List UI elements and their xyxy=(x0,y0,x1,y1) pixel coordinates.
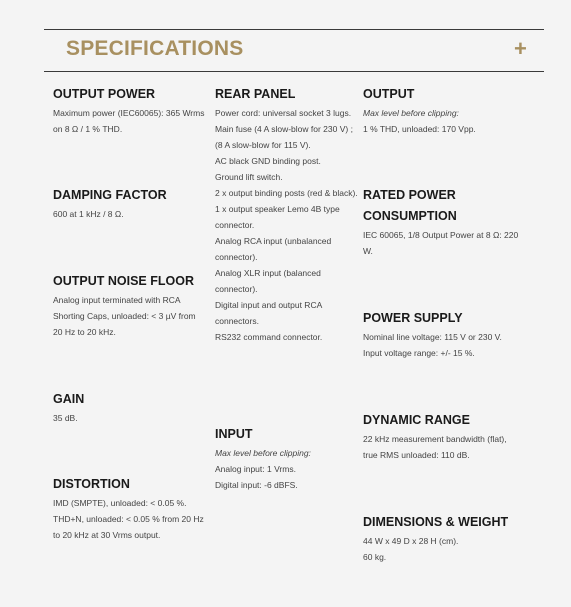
spec-output-power xyxy=(53,84,205,137)
spec-text: Analog input terminated with RCA Shorting Caps, unloaded: < 3 µV from 20 Hz to 20 kHz. xyxy=(53,295,196,337)
spec-heading: DAMPING FACTOR xyxy=(53,188,167,202)
spec-text: THD+N, unloaded: < 0.05 % from 20 Hz to 20 kHz at 30 Vrms output. xyxy=(53,514,204,540)
spec-heading: OUTPUT NOISE FLOOR xyxy=(53,274,194,288)
section-bottom-divider xyxy=(44,71,544,72)
spec-heading: OUTPUT POWER xyxy=(53,87,156,101)
spec-text: Analog XLR input (balanced connector). xyxy=(215,268,321,294)
spec-text: AC black GND binding post. xyxy=(215,156,321,166)
spec-heading: DISTORTION xyxy=(53,477,130,491)
spec-text: Digital input and output RCA connectors. xyxy=(215,300,322,326)
spec-dimensions-weight xyxy=(363,512,523,565)
spec-heading: REAR PANEL xyxy=(215,87,296,101)
spec-rated-power-consumption xyxy=(363,185,523,259)
spec-heading: OUTPUT xyxy=(363,87,415,101)
spec-text: Maximum power (IEC60065): 365 Wrms on 8 Ω / 1 % THD. xyxy=(53,108,205,134)
spec-input xyxy=(215,424,360,493)
spec-gain xyxy=(53,389,205,426)
section-top-divider xyxy=(44,29,544,30)
spec-text: 600 at 1 kHz / 8 Ω. xyxy=(53,209,124,219)
spec-text: Main fuse (4 A slow-blow for 230 V) ; (8 A slow-blow for 115 V). xyxy=(215,124,353,150)
spec-text: IMD (SMPTE), unloaded: < 0.05 %. xyxy=(53,498,187,508)
spec-text: Nominal line voltage: 115 V or 230 V. xyxy=(363,332,502,342)
spec-text: Power cord: universal socket 3 lugs. xyxy=(215,108,352,118)
spec-text: Analog input: 1 Vrms. xyxy=(215,464,296,474)
spec-subtitle: Max level before clipping: xyxy=(215,448,311,458)
spec-distortion xyxy=(53,474,205,543)
section-title[interactable]: SPECIFICATIONS xyxy=(66,37,244,60)
spec-text: Digital input: -6 dBFS. xyxy=(215,480,298,490)
spec-text: 44 W x 49 D x 28 H (cm). xyxy=(363,536,459,546)
spec-text: IEC 60065, 1/8 Output Power at 8 Ω: 220 W. xyxy=(363,230,519,256)
expand-plus-icon[interactable]: + xyxy=(514,36,527,61)
spec-power-supply xyxy=(363,308,523,361)
spec-text: Input voltage range: +/- 15 %. xyxy=(363,348,475,358)
spec-dynamic-range xyxy=(363,410,523,463)
spec-output xyxy=(363,84,523,137)
spec-text: 22 kHz measurement bandwidth (flat), true RMS unloaded: 110 dB. xyxy=(363,434,507,460)
spec-text: 60 kg. xyxy=(363,552,387,562)
spec-rear-panel xyxy=(215,84,360,345)
spec-text: 35 dB. xyxy=(53,413,78,423)
spec-text: 2 x output binding posts (red & black). xyxy=(215,188,358,198)
spec-subtitle: Max level before clipping: xyxy=(363,108,459,118)
spec-text: 1 x output speaker Lemo 4B type connector. xyxy=(215,204,340,230)
spec-text: Analog RCA input (unbalanced connector). xyxy=(215,236,332,262)
spec-text: Ground lift switch. xyxy=(215,172,283,182)
spec-heading: POWER SUPPLY xyxy=(363,311,463,325)
spec-heading: DIMENSIONS & WEIGHT xyxy=(363,515,509,529)
spec-heading: DYNAMIC RANGE xyxy=(363,413,470,427)
spec-heading: RATED POWER CONSUMPTION xyxy=(363,188,457,223)
spec-damping-factor xyxy=(53,185,205,222)
spec-output-noise-floor xyxy=(53,271,205,340)
spec-heading: GAIN xyxy=(53,392,85,406)
spec-heading: INPUT xyxy=(215,427,253,441)
spec-text: RS232 command connector. xyxy=(215,332,323,342)
spec-text: 1 % THD, unloaded: 170 Vpp. xyxy=(363,124,476,134)
